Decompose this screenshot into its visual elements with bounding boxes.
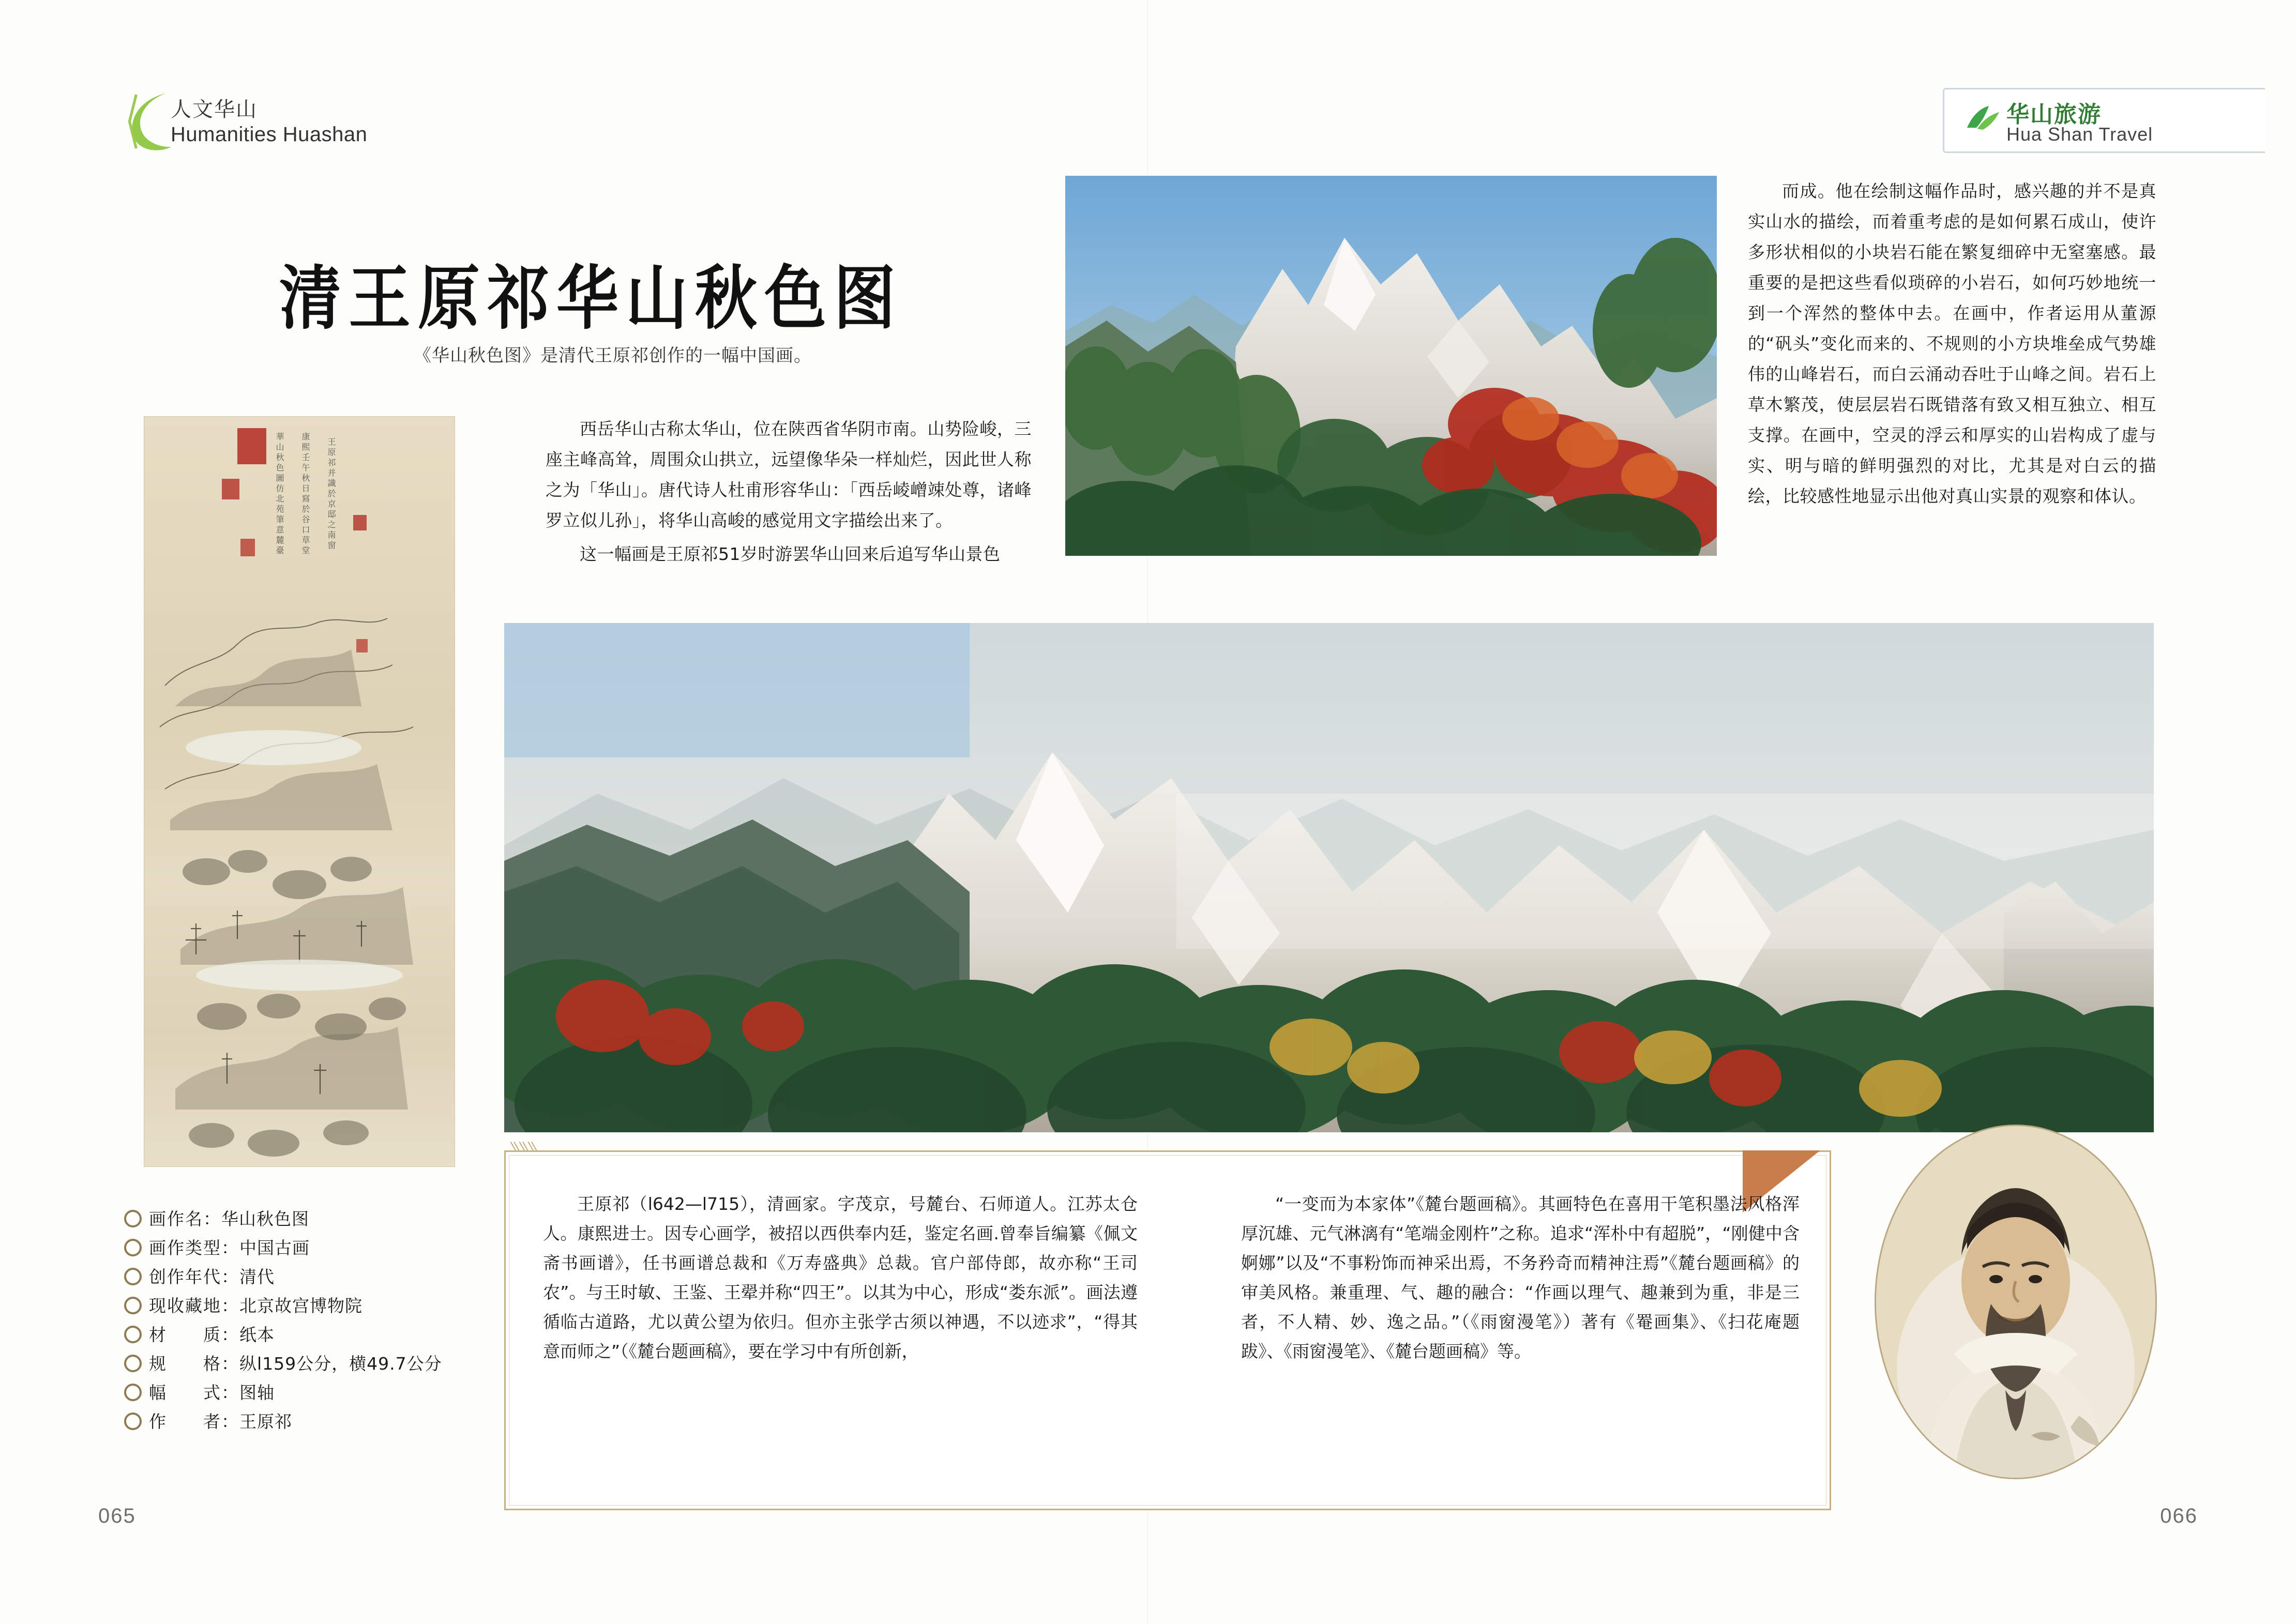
meta-key: 现收藏地： (149, 1296, 239, 1316)
meta-key: 规 格： (149, 1354, 239, 1374)
meta-key: 材 质： (149, 1325, 239, 1345)
meta-key: 幅 式： (149, 1383, 239, 1403)
photo-huashan-panorama (504, 623, 2154, 1132)
meta-value: 北京故宫博物院 (239, 1296, 362, 1316)
article-body-middle (546, 414, 1032, 572)
brand-name-cn: 华山旅游 (2006, 101, 2102, 128)
meta-value: 清代 (239, 1267, 275, 1287)
brand-block (1903, 88, 2265, 160)
bullet-icon (124, 1297, 142, 1314)
biography-column-left (543, 1189, 1138, 1366)
meta-value: 中国古画 (239, 1238, 310, 1258)
meta-value: 图轴 (239, 1383, 275, 1403)
portrait-oval-frame (1875, 1125, 2157, 1479)
bullet-icon (124, 1355, 142, 1372)
meta-key: 创作年代： (149, 1267, 239, 1287)
bullet-icon (124, 1210, 142, 1227)
photo-huashan-panorama-art (504, 623, 2154, 1132)
folio-right: 066 (2160, 1505, 2198, 1527)
photo-huashan-peak-art (1065, 176, 1717, 556)
article-title: 清王原祁华山秋色图 (279, 259, 903, 339)
meta-value: 华山秋色图 (221, 1209, 309, 1229)
painting-scroll-image (144, 416, 455, 1167)
meta-key: 画作名： (149, 1209, 221, 1229)
photo-huashan-peak (1065, 176, 1717, 556)
calligraphy-column: 康熙壬午秋日寫於谷口草堂 (300, 432, 310, 556)
meta-value: 王原祁 (239, 1411, 292, 1432)
biography-column-right (1241, 1189, 1800, 1366)
calligraphy-column: 王原祁并識於京邸之南窗 (326, 437, 336, 551)
bullet-icon (124, 1384, 142, 1401)
folio-left: 065 (98, 1505, 136, 1527)
meta-key: 画作类型： (149, 1238, 239, 1258)
mountain-leaf-icon (1965, 103, 2001, 134)
bullet-icon (124, 1268, 142, 1285)
portrait-art (1876, 1126, 2155, 1478)
paragraph: “一变而为本家体”《麓台题画稿》。其画特色在喜用干笔积墨法风格浑厚沉雄、元气淋漓有“笔端金刚杵”之称。追求“浑朴中有超脱”，“刚健中含婀娜”以及“不事粉饰而神采出焉，不务矜奇而精神注焉”《麓台题画稿》的审美风格。兼重理、气、趣的融合：“作画以理气、趣兼到为重，非是三者，不人精、妙、逸之品。”（《雨窗漫笔》）著有《罨画集》、《扫花庵题跋》、《雨窗漫笔》、《麓台题画稿》等。 (1241, 1194, 1800, 1361)
paragraph: 王原祁（l642—l715），清画家。字茂京，号麓台、石师道人。江苏太仓人。康熙进士。因专心画学，被招以西供奉内廷，鉴定名画.曾奉旨编纂《佩文斋书画谱》，任书画谱总裁和《万寿盛典》总裁。官户部侍郎，故亦称“王司农”。与王时敏、王鉴、王翚并称“四王”。以其为中心，形成“娄东派”。画法遵循临古道路，尤以黄公望为依归。但亦主张学古须以神遇，不以迹求”，“得其意而师之”（《麓台题画稿》，要在学习中有所创新， (543, 1194, 1138, 1361)
paragraph: 西岳华山古称太华山，位在陕西省华阴市南。山势险峻，三座主峰高耸，周围众山拱立，远望像华朵一样灿烂，因此世人称之为「华山」。唐代诗人杜甫形容华山：「西岳崚嶒竦处尊，诸峰罗立似儿孙」，将华山高峻的感觉用文字描绘出来了。 (546, 419, 1032, 530)
article-subtitle: 《华山秋色图》是清代王原祁创作的一幅中国画。 (414, 345, 812, 366)
section-header (124, 93, 486, 160)
bullet-icon (124, 1413, 142, 1430)
brand-name-en: Hua Shan Travel (2006, 124, 2153, 145)
bullet-icon (124, 1326, 142, 1343)
meta-key: 作 者： (149, 1411, 239, 1432)
meta-value: 纵l159公分，横49.7公分 (239, 1354, 442, 1374)
calligraphy-column: 華山秋色圖仿北苑筆意麓臺 (275, 432, 284, 556)
article-body-right (1748, 176, 2156, 514)
brand-badge (1943, 88, 2265, 153)
section-title-en: Humanities Huashan (171, 123, 368, 146)
section-title-cn: 人文华山 (171, 98, 258, 122)
artist-portrait (1875, 1125, 2154, 1476)
paragraph: 这一幅画是王原祁51岁时游罢华山回来后追写华山景色 (580, 544, 1001, 564)
paragraph: 而成。他在绘制这幅作品时，感兴趣的并不是真实山水的描绘，而着重考虑的是如何累石成山，使许多形状相似的小块岩石能在繁复细碎中无窒塞感。最重要的是把这些看似琐碎的小岩石，如何巧妙地统一到一个浑然的整体中去。在画中，作者运用从董源的“矾头”变化而来的、不规则的小方块堆垒成气势雄伟的山峰岩石，而白云涌动吞吐于山峰之间。岩石上草木繁茂，使层层岩石既错落有致又相互独立、相互支撑。在画中，空灵的浮云和厚实的山岩构成了虚与实、明与暗的鲜明强烈的对比，尤其是对白云的描绘，比较感性地显示出他对真山实景的观察和体认。 (1748, 181, 2156, 506)
ink-landscape (144, 417, 455, 1166)
meta-value: 纸本 (239, 1325, 275, 1345)
bullet-icon (124, 1239, 142, 1256)
